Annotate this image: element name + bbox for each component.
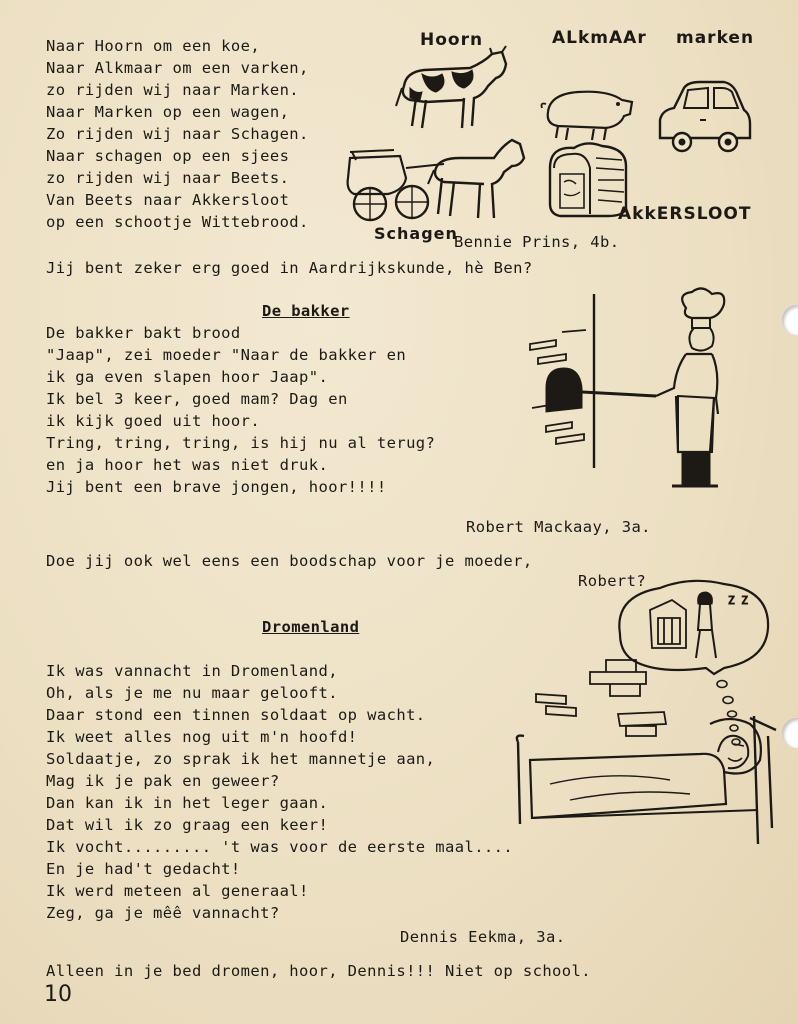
poem-line: Naar Marken op een wagen,: [46, 103, 290, 121]
poem-line: op een schootje Wittebrood.: [46, 213, 309, 231]
comment-robert-1: Doe jij ook wel eens een boodschap voor je moeder,: [46, 552, 533, 570]
poem-line: De bakker bakt brood: [46, 324, 241, 342]
poem-line: Ik vocht......... 't was voor de eerste maal....: [46, 838, 514, 856]
poem-line: Naar schagen op een sjees: [46, 147, 290, 165]
label-hoorn: Hoorn: [420, 30, 484, 50]
car-illustration: [654, 80, 754, 158]
author-dennis: Dennis Eekma, 3a.: [400, 928, 566, 946]
poem-title-de-bakker: De bakker: [262, 302, 350, 320]
carriage-illustration: [344, 138, 529, 228]
baker-illustration: [526, 288, 746, 498]
poem-line: ik kijk goed uit hoor.: [46, 412, 261, 430]
poem-line: Tring, tring, tring, is hij nu al terug?: [46, 434, 436, 452]
poem-line: Jij bent een brave jongen, hoor!!!!: [46, 478, 387, 496]
poem-line: Van Beets naar Akkersloot: [46, 191, 290, 209]
comment-robert-2: Robert?: [578, 572, 647, 590]
dream-illustration: [510, 574, 780, 854]
poem-line: ik ga even slapen hoor Jaap".: [46, 368, 329, 386]
label-schagen: Schagen: [374, 224, 458, 243]
poem-line: Oh, als je me nu maar gelooft.: [46, 684, 338, 702]
punch-hole-bottom: [782, 718, 798, 748]
punch-hole-top: [782, 305, 798, 335]
bubble-zz-text: Z Z: [728, 594, 748, 607]
label-marken: marken: [676, 28, 755, 48]
poem-line: Mag ik je pak en geweer?: [46, 772, 280, 790]
poem-line: en ja hoor het was niet druk.: [46, 456, 329, 474]
poem-line: Ik bel 3 keer, goed mam? Dag en: [46, 390, 348, 408]
poem-line: Naar Hoorn om een koe,: [46, 37, 261, 55]
poem-line: Dan kan ik in het leger gaan.: [46, 794, 329, 812]
cow-illustration: [392, 46, 512, 136]
poem-line: Dat wil ik zo graag een keer!: [46, 816, 329, 834]
comment-ben: Jij bent zeker erg goed in Aardrijkskunde, hè Ben?: [46, 259, 533, 277]
bread-illustration: [546, 138, 632, 220]
poem-line: Ik weet alles nog uit m'n hoofd!: [46, 728, 358, 746]
poem-line: Daar stond een tinnen soldaat op wacht.: [46, 706, 426, 724]
label-akkersloot: AkkERSLOOT: [618, 204, 752, 224]
poem-title-dromenland: Dromenland: [262, 618, 360, 636]
pig-illustration: [538, 84, 638, 144]
poem-line: zo rijden wij naar Beets.: [46, 169, 290, 187]
poem-line: "Jaap", zei moeder "Naar de bakker en: [46, 346, 407, 364]
poem-line: Zo rijden wij naar Schagen.: [46, 125, 309, 143]
poem-line: Naar Alkmaar om een varken,: [46, 59, 309, 77]
comment-dennis: Alleen in je bed dromen, hoor, Dennis!!! Niet op school.: [46, 962, 591, 980]
label-alkmaar: ALkmAAr: [552, 28, 647, 48]
poem-line: Soldaatje, zo sprak ik het mannetje aan,: [46, 750, 436, 768]
poem-line: En je had't gedacht!: [46, 860, 241, 878]
author-bennie: Bennie Prins, 4b.: [454, 233, 620, 251]
poem-line: Zeg, ga je mêê vannacht?: [46, 904, 280, 922]
page-number: 10: [44, 982, 72, 1007]
poem-line: Ik werd meteen al generaal!: [46, 882, 309, 900]
author-robert: Robert Mackaay, 3a.: [466, 518, 651, 536]
poem-line: Ik was vannacht in Dromenland,: [46, 662, 338, 680]
poem-line: zo rijden wij naar Marken.: [46, 81, 300, 99]
